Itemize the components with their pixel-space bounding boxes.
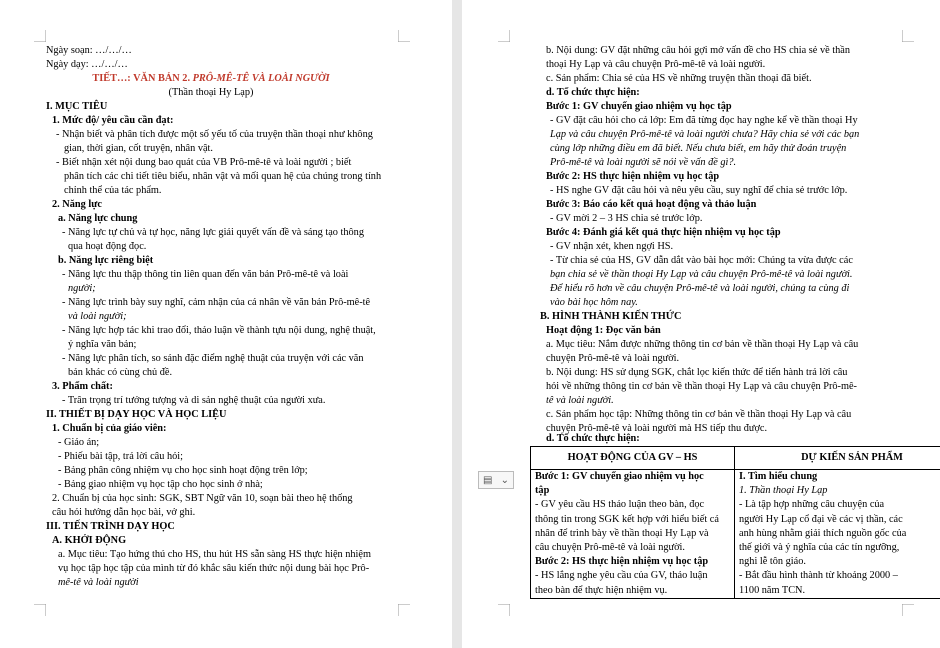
cell-line: thế giới và ý nghĩa của các tín ngưỡng, <box>739 542 900 554</box>
table-header-activity: HOẠT ĐỘNG CỦA GV – HS <box>531 447 735 470</box>
lesson-title-work: PRÔ-MÊ-TÊ VÀ LOÀI NGƯỜI <box>192 73 330 84</box>
subsection-heading: d. Tổ chức thực hiện: <box>546 87 640 98</box>
text-line: hỏi về những thông tin cơ bản về thần thoại Hy Lạp và câu chuyện Prô-mê- <box>546 381 857 392</box>
step-heading: Bước 2: HS thực hiện nhiệm vụ học tập <box>546 171 720 182</box>
cell-line: - Bắt đầu hình thành từ khoảng 2000 – <box>739 570 898 582</box>
cell-line: 1100 năm TCN. <box>739 584 806 596</box>
activity-heading: Hoạt động 1: Đọc văn bản <box>546 325 661 336</box>
text-line: vào bài học hôm nay. <box>550 297 638 308</box>
text-line: ý nghĩa văn bản; <box>68 339 137 350</box>
cell-line: anh hùng nhằm giải thích nguồn gốc của <box>739 527 907 539</box>
text-line: - GV đặt câu hỏi cho cả lớp: Em đã từng đọc hay nghe kể về thần thoại Hy <box>550 115 858 126</box>
date-taught: Ngày dạy: …/…/… <box>46 59 128 70</box>
cell-line: 1. Thần thoại Hy Lạp <box>739 485 828 497</box>
margin-corner-mark <box>902 604 914 616</box>
text-line: - Năng lực thu thập thông tin liên quan đến văn bản Prô-mê-tê và loài <box>62 269 349 280</box>
text-line: bạn chia sẻ về thần thoại Hy Lạp và câu chuyện Prô-mê-tê và loài người. <box>550 269 853 280</box>
step-heading: Bước 1: GV chuyển giao nhiệm vụ học tập <box>546 101 732 112</box>
text-line: c. Sản phẩm học tập: Những thông tin cơ bản về thần thoại Hy Lạp và câu <box>546 409 852 420</box>
document-page-right <box>462 0 940 648</box>
activity-table <box>530 446 940 599</box>
table-cell-product[interactable] <box>735 470 940 599</box>
text-line: b. Nội dung: GV đặt những câu hỏi gợi mở vấn đề cho HS chia sẻ về thần <box>546 45 850 56</box>
table-header-product: DỰ KIẾN SẢN PHẨM <box>735 447 940 470</box>
text-line: c. Sản phẩm: Chia sẻ của HS về những truyện thần thoại đã biết. <box>546 73 812 84</box>
margin-corner-mark <box>498 604 510 616</box>
margin-corner-mark <box>34 604 46 616</box>
text-line: chuyện Prô-mê-tê và loài người. <box>546 353 680 364</box>
text-line: a. Mục tiêu: Tạo hứng thú cho HS, thu hút HS sẵn sàng HS thực hiện nhiệm <box>58 549 371 560</box>
table-layout-options-button[interactable] <box>478 471 514 489</box>
text-line: - HS nghe GV đặt câu hỏi và nêu yêu cầu, suy nghĩ để chia sẻ trước lớp. <box>550 185 848 196</box>
text-line: - Năng lực hợp tác khi trao đổi, thảo luận về thành tựu nội dung, nghệ thuật, <box>62 325 376 336</box>
text-line: a. Mục tiêu: Nắm được những thông tin cơ bản về thần thoại Hy Lạp và câu <box>546 339 859 350</box>
section-heading: B. HÌNH THÀNH KIẾN THỨC <box>540 311 682 322</box>
margin-corner-mark <box>902 30 914 42</box>
text-line: b. Nội dung: HS sử dụng SGK, chắt lọc kiến thức để tiến hành trả lời câu <box>546 367 848 378</box>
text-line: người; <box>68 283 96 294</box>
lesson-title <box>46 72 376 86</box>
text-line: chỉnh thể của tác phẩm. <box>64 185 162 196</box>
text-line: câu hỏi hướng dẫn học bài, vở ghi. <box>52 507 196 518</box>
section-heading: II. THIẾT BỊ DẠY HỌC VÀ HỌC LIỆU <box>46 409 227 420</box>
cell-line: Bước 2: HS thực hiện nhiệm vụ học tập <box>535 556 709 568</box>
text-line: - Phiếu bài tập, trả lời câu hỏi; <box>58 451 183 462</box>
margin-corner-mark <box>34 30 46 42</box>
text-line: - Trân trọng trí tưởng tượng và di sản nghệ thuật của người xưa. <box>62 395 326 406</box>
subsection-heading: 2. Năng lực <box>52 199 102 210</box>
cell-line: câu chuyện Prô-mê-tê và loài người. <box>535 542 685 554</box>
date-prepared: Ngày soạn: …/…/… <box>46 45 132 56</box>
text-line: - Biết nhận xét nội dung bao quát của VB Prô-mê-tê và loài người ; biết <box>56 157 352 168</box>
margin-corner-mark <box>398 604 410 616</box>
cell-line: nhân để trình bày về thần thoại Hy Lạp và <box>535 527 709 539</box>
text-line: - Bảng phân công nhiệm vụ cho học sinh hoạt động trên lớp; <box>58 465 308 476</box>
text-line: qua hoạt động đọc. <box>68 241 147 252</box>
cell-line: người Hy Lạp cổ đại về các vị thần, các <box>739 513 903 525</box>
cell-line: - Là tập hợp những câu chuyện của <box>739 499 885 511</box>
text-line: - Bảng giao nhiệm vụ học tập cho học sinh ở nhà; <box>58 479 263 490</box>
subsection-heading: 1. Chuẩn bị của giáo viên: <box>52 423 167 434</box>
cell-line: - GV yêu cầu HS thảo luận theo bàn, đọc <box>535 499 705 511</box>
text-line: vụ học tập học tập của mình từ đó khắc sâu kiến thức nội dung bài học Prô- <box>58 563 370 574</box>
text-line: - Nhận biết và phân tích được một số yếu tố của truyện thần thoại như không <box>56 129 373 140</box>
text-line: gian, thời gian, cốt truyện, nhân vật. <box>64 143 213 154</box>
text-line: - Năng lực phân tích, so sánh đặc điểm nghệ thuật của truyện với các văn <box>62 353 364 364</box>
cell-line: tập <box>535 485 550 497</box>
text-line: - Năng lực trình bày suy nghĩ, cảm nhận của cá nhân về văn bản Prô-mê-tê <box>62 297 371 308</box>
text-line: Lạp và câu chuyện Prô-mê-tê và loài người chưa? Hãy chia sẻ với các bạn <box>550 129 860 140</box>
subsection-heading: b. Năng lực riêng biệt <box>58 255 154 266</box>
text-line: - GV nhận xét, khen ngợi HS. <box>550 241 674 252</box>
margin-corner-mark <box>498 30 510 42</box>
text-line: - Năng lực tự chủ và tự học, năng lực giải quyết vấn đề và sáng tạo thông <box>62 227 364 238</box>
subsection-heading: A. KHỞI ĐỘNG <box>52 535 127 546</box>
section-heading: III. TIẾN TRÌNH DẠY HỌC <box>46 521 175 532</box>
step-heading: Bước 3: Báo cáo kết quả hoạt động và thảo luận <box>546 199 757 210</box>
cell-line: thông tin trong SGK kết hợp với hiểu biết cá <box>535 513 719 525</box>
text-line: mê-tê và loài người <box>58 577 139 588</box>
lesson-subtitle: (Thần thoại Hy Lạp) <box>168 87 254 98</box>
table-cell-activity[interactable] <box>531 470 735 599</box>
document-page-left <box>0 0 452 648</box>
cell-line: Bước 1: GV chuyển giao nhiệm vụ học <box>535 471 704 482</box>
text-line: tê và loài người. <box>546 395 614 406</box>
cell-line: I. Tìm hiểu chung <box>739 471 818 482</box>
text-line: chuyện Prô-mê-tê và loài người mà HS tiếp thu được. <box>546 423 768 434</box>
text-line: - Giáo án; <box>58 437 100 448</box>
text-line: thoại Hy Lạp và câu chuyện Prô-mê-tê và loài người. <box>546 59 766 70</box>
text-line: - GV mời 2 – 3 HS chia sẻ trước lớp. <box>550 213 703 224</box>
text-line: 2. Chuẩn bị của học sinh: SGK, SBT Ngữ văn 10, soạn bài theo hệ thống <box>52 493 353 504</box>
text-line: - Từ chia sẻ của HS, GV dẫn dắt vào bài học mới: Chúng ta vừa được các <box>550 255 853 266</box>
step-heading: Bước 4: Đánh giá kết quả thực hiện nhiệm vụ học tập <box>546 227 781 238</box>
margin-corner-mark <box>398 30 410 42</box>
cell-line: nghi lễ tôn giáo. <box>739 556 806 568</box>
lesson-title-prefix: TIẾT…: VĂN BẢN 2. <box>92 73 193 84</box>
subsection-heading: a. Năng lực chung <box>58 213 138 224</box>
cell-line: theo bàn để thực hiện nhiệm vụ. <box>535 584 668 596</box>
chevron-down-icon: ⌄ <box>500 474 509 486</box>
text-line: Để hiểu rõ hơn về câu chuyện Prô-mê-tê và loài người, chúng ta cùng đi <box>550 283 850 294</box>
layout-options-icon: ▤ <box>483 474 493 486</box>
text-line: bản khác có cùng chủ đề. <box>68 367 173 378</box>
text-line: Prô-mê-tê và loài người sẽ nói về vấn đề gì?. <box>550 157 737 168</box>
subsection-heading: d. Tổ chức thực hiện: <box>546 433 640 444</box>
subsection-heading: 1. Mức độ/ yêu cầu cần đạt: <box>52 115 174 126</box>
cell-line: - HS lắng nghe yêu cầu của GV, thảo luận <box>535 570 708 582</box>
text-line: cùng lớp những điều em đã biết. Nếu chưa biết, em hãy thử đoán truyện <box>550 143 847 154</box>
text-line: và loài người; <box>68 311 127 322</box>
text-line: phân tích các chi tiết tiêu biểu, nhân vật và mối quan hệ của chúng trong tính <box>64 171 382 182</box>
section-heading: I. MỤC TIÊU <box>46 101 108 112</box>
subsection-heading: 3. Phẩm chất: <box>52 381 113 392</box>
